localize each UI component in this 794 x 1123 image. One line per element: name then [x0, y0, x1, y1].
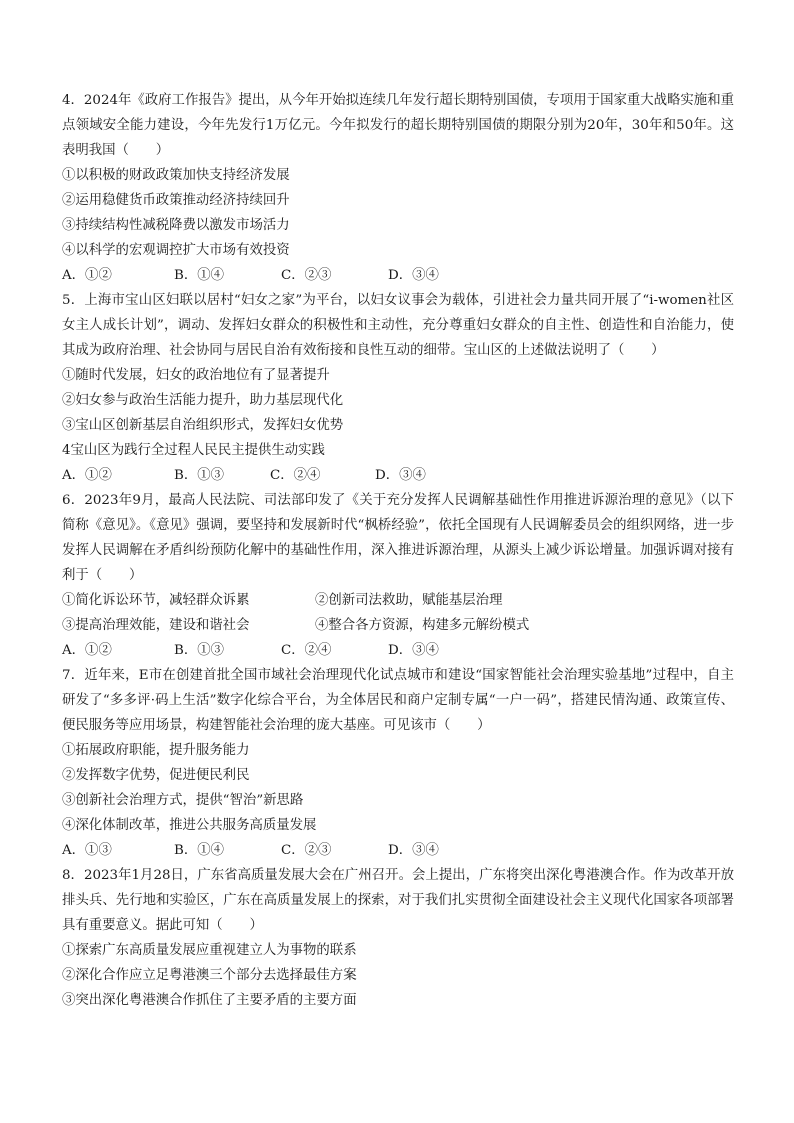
option-line: ①以积极的财政政策加快支持经济发展 — [62, 168, 290, 183]
choice-b: B．①③ — [174, 643, 225, 658]
answer-choices — [62, 838, 734, 863]
answer-choices — [62, 263, 734, 288]
choice-d: D．③④ — [375, 468, 426, 483]
option-line: ②深化合作应立足粤港澳三个部分去选择最佳方案 — [62, 968, 357, 983]
question-stem: 5．上海市宝山区妇联以居村“妇女之家”为平台，以妇女议事会为载体，引进社会力量共同开展了“i-women社区女主人成长计划”，调动、发挥妇女群众的积极性和主动性，充分尊重妇女群众的自主性、创造性和自治能力，使其成为政府治理、社会协同与居民自治有效衔接和良性互动的细带。宝山区的上述做法说明了（ ） — [62, 293, 734, 358]
option-line: ③持续结构性减税降费以激发市场活力 — [62, 218, 290, 233]
option-line: ④深化体制改革，推进公共服务高质量发展 — [62, 818, 317, 833]
question-4 — [62, 88, 734, 288]
option-line: ①拓展政府职能，提升服务能力 — [62, 743, 250, 758]
choice-a: A．①② — [62, 643, 112, 658]
option-line: ③突出深化粤港澳合作抓住了主要矛盾的主要方面 — [62, 993, 357, 1008]
choice-d: D．③④ — [388, 643, 439, 658]
option-line: ①探索广东高质量发展应重视建立人为事物的联系 — [62, 943, 357, 958]
option-line: ①简化诉讼环节，减轻群众诉累 — [62, 593, 250, 608]
choice-d: D．③④ — [388, 843, 439, 858]
option-line: 4宝山区为践行全过程人民民主提供生动实践 — [62, 443, 325, 458]
answer-choices — [62, 463, 734, 488]
question-7 — [62, 663, 734, 863]
choice-c: C．②③ — [281, 268, 332, 283]
option-line: ①随时代发展，妇女的政治地位有了显著提升 — [62, 368, 330, 383]
choice-a: A．①② — [62, 468, 112, 483]
option-line: ③提高治理效能，建设和谐社会 — [62, 618, 250, 633]
choice-a: A．①③ — [62, 843, 112, 858]
option-line: ②发挥数字优势，促进便民利民 — [62, 768, 250, 783]
question-5 — [62, 288, 734, 488]
option-line: ②运用稳健货币政策推动经济持续回升 — [62, 193, 290, 208]
option-pair — [62, 588, 734, 613]
choice-c: C．②③ — [281, 843, 332, 858]
choice-d: D．③④ — [388, 268, 439, 283]
question-6 — [62, 488, 734, 663]
question-stem: 6．2023年9月，最高人民法院、司法部印发了《关于充分发挥人民调解基础性作用推进诉源治理的意见》（以下简称《意见》。《意见》强调，要坚持和发展新时代“枫桥经验”，依托全国现有人民调解委员会的组织网络，进一步发挥人民调解在矛盾纠纷预防化解中的基础性作用，深入推进诉源治理，从源头上减少诉讼增量。加强诉调对接有利于（ ） — [62, 493, 734, 583]
question-list — [62, 88, 734, 1013]
option-line: ③宝山区创新基层自治组织形式，发挥妇女优势 — [62, 418, 344, 433]
question-stem: 4．2024年《政府工作报告》提出，从今年开始拟连续几年发行超长期特别国债，专项用于国家重大战略实施和重点领域安全能力建设，今年先发行1万亿元。今年拟发行的超长期特别国债的期限分别为20年，30年和50年。这表明我国（ ） — [62, 93, 734, 158]
option-pair — [62, 613, 734, 638]
option-line: ③创新社会治理方式，提供“智治”新思路 — [62, 793, 304, 808]
choice-a: A．①② — [62, 268, 112, 283]
choice-b: B．①④ — [174, 843, 225, 858]
option-line: ④以科学的宏观调控扩大市场有效投资 — [62, 243, 290, 258]
choice-b: B．①④ — [174, 268, 225, 283]
option-line: ④整合各方资源，构建多元解纷模式 — [315, 618, 530, 633]
option-line: ②妇女参与政治生活能力提升，助力基层现代化 — [62, 393, 344, 408]
question-stem: 8．2023年1月28日，广东省高质量发展大会在广州召开。会上提出，广东将突出深化粤港澳合作。作为改革开放排头兵、先行地和实验区，广东在高质量发展上的探索，对于我们扎实贯彻全面建设社会主义现代化国家各项部署具有重要意义。据此可知（ ） — [62, 868, 734, 933]
choice-b: B．①③ — [174, 468, 225, 483]
option-line: ②创新司法救助，赋能基层治理 — [315, 593, 503, 608]
choice-c: C．②④ — [270, 468, 321, 483]
question-8 — [62, 863, 734, 1013]
answer-choices — [62, 638, 734, 663]
question-stem: 7．近年来，E市在创建首批全国市域社会治理现代化试点城市和建设“国家智能社会治理实验基地”过程中，自主研发了“多多评·码上生活”数字化综合平台，为全体居民和商户定制专属“一户一码”，搭建民情沟通、政策宣传、便民服务等应用场景，构建智能社会治理的庞大基座。可见该市（ ） — [62, 668, 734, 733]
choice-c: C．②④ — [281, 643, 332, 658]
